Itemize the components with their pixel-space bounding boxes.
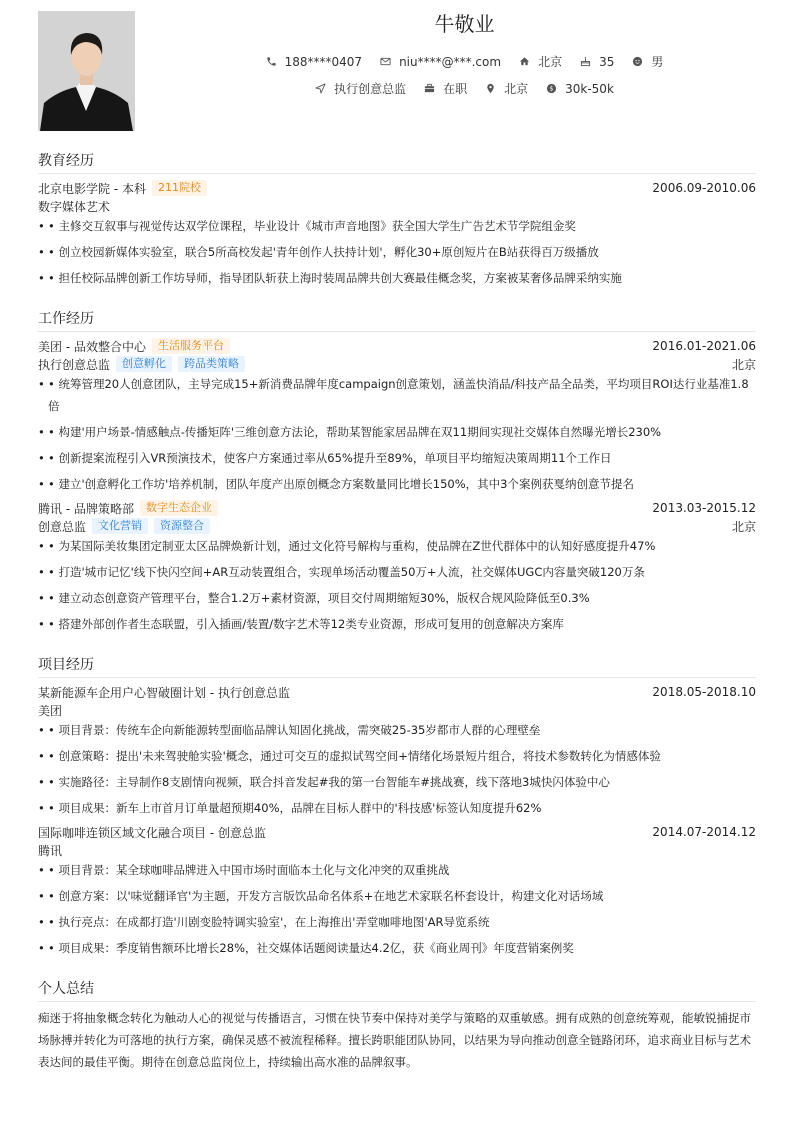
- list-item: • • 创立校园新媒体实验室，联合5所高校发起'青年创作人扶持计划'，孵化30+原创短片在B站获得百万级播放: [38, 241, 756, 263]
- position-text: 执行创意总监: [334, 82, 407, 96]
- project-date: 2014.07-2014.12: [652, 825, 756, 839]
- map-pin-icon: [485, 83, 496, 94]
- section-title-summary: 个人总结: [38, 978, 756, 1002]
- work-city: 北京: [731, 519, 756, 534]
- phone-info: [266, 53, 362, 70]
- list-item: • • 创意方案：以'味觉翻译官'为主题，开发方言版饮品命名体系+在地艺术家联名杯套设计，构建文化对话场域: [38, 885, 756, 907]
- skill-tag: 文化营销: [92, 518, 148, 534]
- list-item: • • 项目成果：新车上市首月订单量超预期40%，品牌在目标人群中的'科技感'标签认知度提升62%: [38, 797, 756, 819]
- work-city: 北京: [731, 357, 756, 372]
- education-date: 2006.09-2010.06: [652, 181, 756, 195]
- money-icon: [546, 83, 557, 94]
- mail-icon: [380, 56, 391, 67]
- list-item: • • 项目背景：传统车企向新能源转型面临品牌认知固化挑战，需突破25-35岁都市人群的心理壁垒: [38, 719, 756, 741]
- age-text: 35: [599, 54, 615, 69]
- svg-text:$: $: [549, 85, 554, 93]
- list-item: • • 创意策略：提出'未来驾驶舱实验'概念，通过可交互的虚拟试驾空间+情绪化场景短片组合，将技术参数转化为情感体验: [38, 745, 756, 767]
- home-icon: [519, 56, 530, 67]
- location-text: 北京: [538, 55, 563, 69]
- skill-tag: 跨品类策略: [178, 356, 245, 372]
- personal-summary: 痴迷于将抽象概念转化为触动人心的视觉与传播语言，习惯在快节奏中保持对美学与策略的双重敏感。拥有成熟的创意统筹观，能敏锐捕捉市场脉搏并转化为可落地的执行方案，确保灵感不被流程稀释。擅长跨职能团队协同，以结果为导向推动创意全链路闭环，追求商业目标与艺术表达间的最佳平衡。期待在创意总监岗位上，持续输出高水准的品牌叙事。: [38, 1011, 751, 1069]
- work-date: 2013.03-2015.12: [652, 501, 756, 515]
- gender-info: [632, 53, 663, 70]
- salary-info: [546, 80, 614, 97]
- skill-tag: 资源整合: [154, 518, 210, 534]
- send-icon: [315, 83, 326, 94]
- location-info: [519, 53, 562, 70]
- section-title-projects: 项目经历: [38, 654, 756, 678]
- salary-text: 30k-50k: [565, 81, 614, 96]
- position-info: [315, 80, 406, 97]
- work-entry: [38, 499, 756, 639]
- project-org: 美团: [38, 703, 63, 718]
- list-item: • • 搭建外部创作者生态联盟，引入插画/装置/数字艺术等12类专业资源，形成可复用的创意解决方案库: [38, 613, 756, 635]
- company-tag: 数字生态企业: [140, 500, 218, 516]
- project-entry: [38, 683, 756, 823]
- status-text: 在职: [443, 82, 468, 96]
- list-item: • • 构建'用户场景-情感触点-传播矩阵'三维创意方法论，帮助某智能家居品牌在双11期间实现社交媒体自然曝光增长230%: [38, 421, 756, 443]
- company-tag: 生活服务平台: [152, 338, 230, 354]
- list-item: • • 打造'城市记忆'线下快闪空间+AR互动装置组合，实现单场活动覆盖50万+人流，社交媒体UGC内容量突破120万条: [38, 561, 756, 583]
- list-item: • • 建立'创意孵化工作坊'培养机制，团队年度产出原创概念方案数量同比增长150%，其中3个案例获戛纳创意节提名: [38, 473, 756, 495]
- school-name: 北京电影学院 - 本科: [38, 181, 146, 196]
- age-info: [580, 53, 614, 70]
- email-text: niu****@***.com: [399, 54, 502, 69]
- list-item: • • 统筹管理20人创意团队，主导完成15+新消费品牌年度campaign创意策划，涵盖快消品/科技产品全品类，平均项目ROI达行业基准1.8倍: [38, 373, 756, 417]
- work-entry: [38, 337, 756, 499]
- work-date: 2016.01-2021.06: [652, 339, 756, 353]
- face-icon: [632, 56, 643, 67]
- company-name: 腾讯 - 品牌策略部: [38, 501, 134, 516]
- list-item: • • 建立动态创意资产管理平台，整合1.2万+素材资源，项目交付周期缩短30%，版权合规风险降低至0.3%: [38, 587, 756, 609]
- city-info: [485, 80, 528, 97]
- city-text: 北京: [504, 82, 529, 96]
- phone-text: 188****0407: [284, 54, 363, 69]
- list-item: • • 主修交互叙事与视觉传达双学位课程，毕业设计《城市声音地图》获全国大学生广告艺术节学院组金奖: [38, 215, 756, 237]
- position-title: 执行创意总监: [38, 357, 111, 372]
- education-entry: [38, 179, 756, 293]
- briefcase-icon: [424, 83, 435, 94]
- job-intent-row: [135, 80, 794, 97]
- email-info: [380, 53, 501, 70]
- major-name: 数字媒体艺术: [38, 199, 111, 214]
- school-tag: 211院校: [152, 180, 207, 196]
- company-name: 美团 - 品效整合中心: [38, 339, 146, 354]
- list-item: • • 创新提案流程引入VR预演技术，使客户方案通过率从65%提升至89%，单项目平均缩短决策周期11个工作日: [38, 447, 756, 469]
- status-info: [424, 80, 467, 97]
- list-item: • • 执行亮点：在成都打造'川剧变脸特调实验室'，在上海推出'弄堂咖啡地图'AR导览系统: [38, 911, 756, 933]
- project-title: 国际咖啡连锁区域文化融合项目 - 创意总监: [38, 825, 266, 840]
- skill-tag: 创意孵化: [116, 356, 172, 372]
- project-entry: [38, 823, 756, 963]
- contact-row: [135, 53, 794, 70]
- cake-icon: [580, 56, 591, 67]
- position-title: 创意总监: [38, 519, 87, 534]
- project-title: 某新能源车企用户心智破圈计划 - 执行创意总监: [38, 685, 290, 700]
- phone-icon: [266, 56, 277, 67]
- list-item: • • 担任校际品牌创新工作坊导师，指导团队斩获上海时装周品牌共创大赛最佳概念奖，方案被某奢侈品牌采纳实施: [38, 267, 756, 289]
- list-item: • • 实施路径：主导制作8支剧情向视频，联合抖音发起#我的第一台智能车#挑战赛，线下落地3城快闪体验中心: [38, 771, 756, 793]
- list-item: • • 为某国际美妆集团定制亚太区品牌焕新计划，通过文化符号解构与重构，使品牌在Z世代群体中的认知好感度提升47%: [38, 535, 756, 557]
- gender-text: 男: [651, 55, 664, 69]
- list-item: • • 项目成果：季度销售额环比增长28%，社交媒体话题阅读量达4.2亿，获《商业周刊》年度营销案例奖: [38, 937, 756, 959]
- project-date: 2018.05-2018.10: [652, 685, 756, 699]
- list-item: • • 项目背景：某全球咖啡品牌进入中国市场时面临本土化与文化冲突的双重挑战: [38, 859, 756, 881]
- project-org: 腾讯: [38, 843, 63, 858]
- candidate-name: 牛敬业: [434, 12, 495, 36]
- section-title-work: 工作经历: [38, 308, 756, 332]
- section-title-education: 教育经历: [38, 150, 756, 174]
- profile-photo: [38, 11, 135, 131]
